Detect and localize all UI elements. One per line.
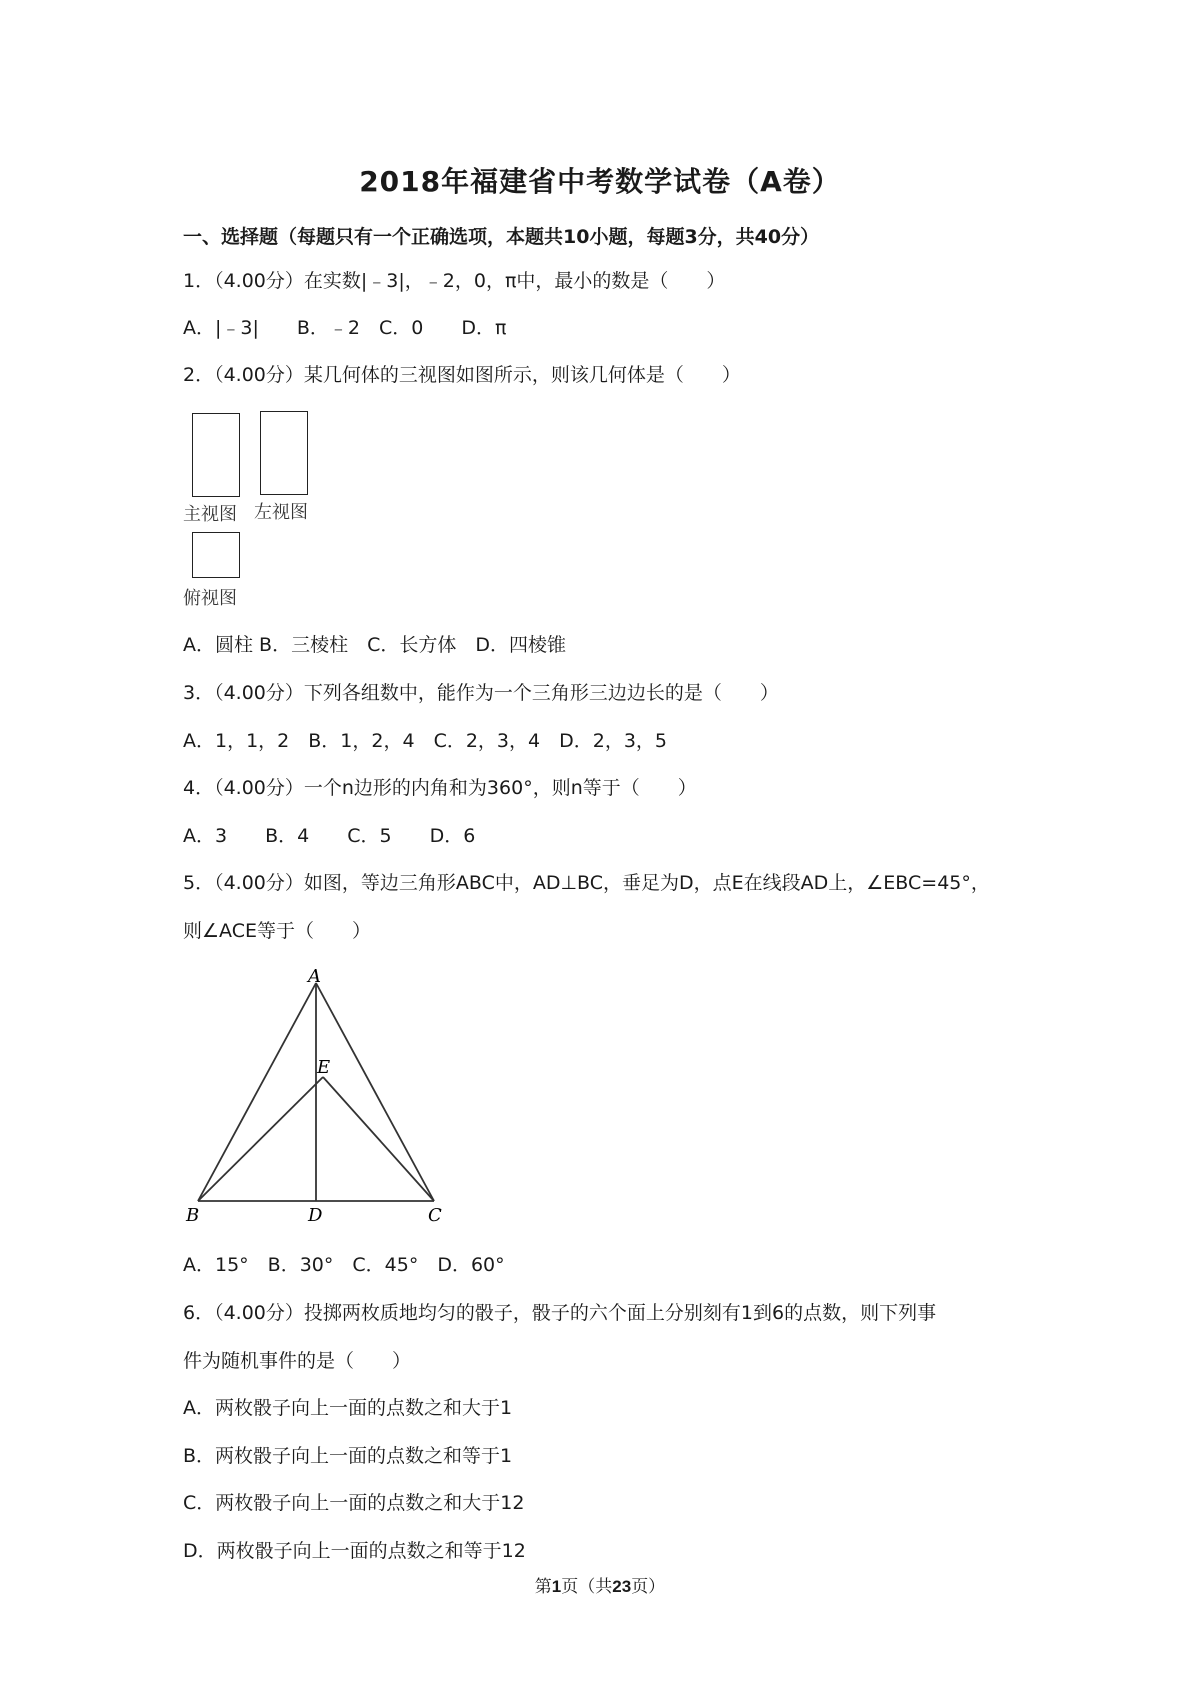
- paper-title: 2018年福建省中考数学试卷（A卷）: [359, 165, 841, 198]
- point-d-label: D: [308, 1205, 323, 1225]
- q6-option-a: A．两枚骰子向上一面的点数之和大于1: [183, 1397, 513, 1419]
- q5-options: A．15° B．30° C．45° D．60°: [183, 1254, 505, 1276]
- top-view-label: 俯视图: [183, 588, 237, 609]
- q6-stem-line1: 6．（4.00分）投掷两枚质地均匀的骰子，骰子的六个面上分别刻有1到6的点数，则下列事: [183, 1302, 937, 1324]
- q6-stem-line2: 件为随机事件的是（ ）: [183, 1350, 412, 1372]
- q3-stem: 3．（4.00分）下列各组数中，能作为一个三角形三边边长的是（ ）: [183, 682, 779, 704]
- q2-options: A．圆柱 B．三棱柱 C．长方体 D．四棱锥: [183, 634, 566, 656]
- q6-option-b: B．两枚骰子向上一面的点数之和等于1: [183, 1445, 513, 1467]
- top-view-rect: [192, 532, 240, 578]
- footer-suffix: 页）: [631, 1577, 666, 1597]
- q2-stem: 2．（4.00分）某几何体的三视图如图所示，则该几何体是（ ）: [183, 364, 741, 386]
- q4-options: A．3 B．4 C．5 D．6: [183, 825, 476, 847]
- triangle-figure: [180, 965, 450, 1225]
- point-b-label: B: [186, 1205, 200, 1225]
- page-footer: [0, 1572, 1200, 1597]
- front-view-label: 主视图: [183, 504, 237, 525]
- front-view-rect: [192, 413, 240, 497]
- point-c-label: C: [428, 1205, 442, 1225]
- segment-be: [198, 1077, 323, 1201]
- q1-options: A．|﹣3| B．﹣2 C．0 D．π: [183, 317, 507, 339]
- point-e-label: E: [317, 1057, 331, 1078]
- section-heading: 一、选择题（每题只有一个正确选项，本题共10小题，每题3分，共40分）: [183, 226, 820, 248]
- left-view-rect: [260, 411, 308, 495]
- left-view-label: 左视图: [254, 502, 308, 523]
- footer-total-pages: 23: [612, 1577, 632, 1596]
- footer-page-number: 1: [551, 1577, 562, 1596]
- point-a-label: A: [308, 966, 321, 987]
- q1-stem: 1．（4.00分）在实数|﹣3|，﹣2，0，π中，最小的数是（ ）: [183, 270, 726, 292]
- q4-stem: 4．（4.00分）一个n边形的内角和为360°，则n等于（ ）: [183, 777, 697, 799]
- q5-stem-line2: 则∠ACE等于（ ）: [183, 920, 371, 942]
- q6-option-c: C．两枚骰子向上一面的点数之和大于12: [183, 1492, 525, 1514]
- footer-middle: 页（共: [561, 1577, 613, 1597]
- side-ac: [316, 983, 434, 1201]
- side-ab: [198, 983, 316, 1201]
- q5-stem-line1: 5．（4.00分）如图，等边三角形ABC中，AD⊥BC，垂足为D，点E在线段AD上，∠EBC=45°，: [183, 872, 990, 894]
- segment-ce: [323, 1077, 434, 1201]
- q6-option-d: D．两枚骰子向上一面的点数之和等于12: [183, 1540, 526, 1562]
- q3-options: A．1，1，2 B．1，2，4 C．2，3，4 D．2，3，5: [183, 730, 667, 752]
- footer-prefix: 第: [534, 1577, 552, 1597]
